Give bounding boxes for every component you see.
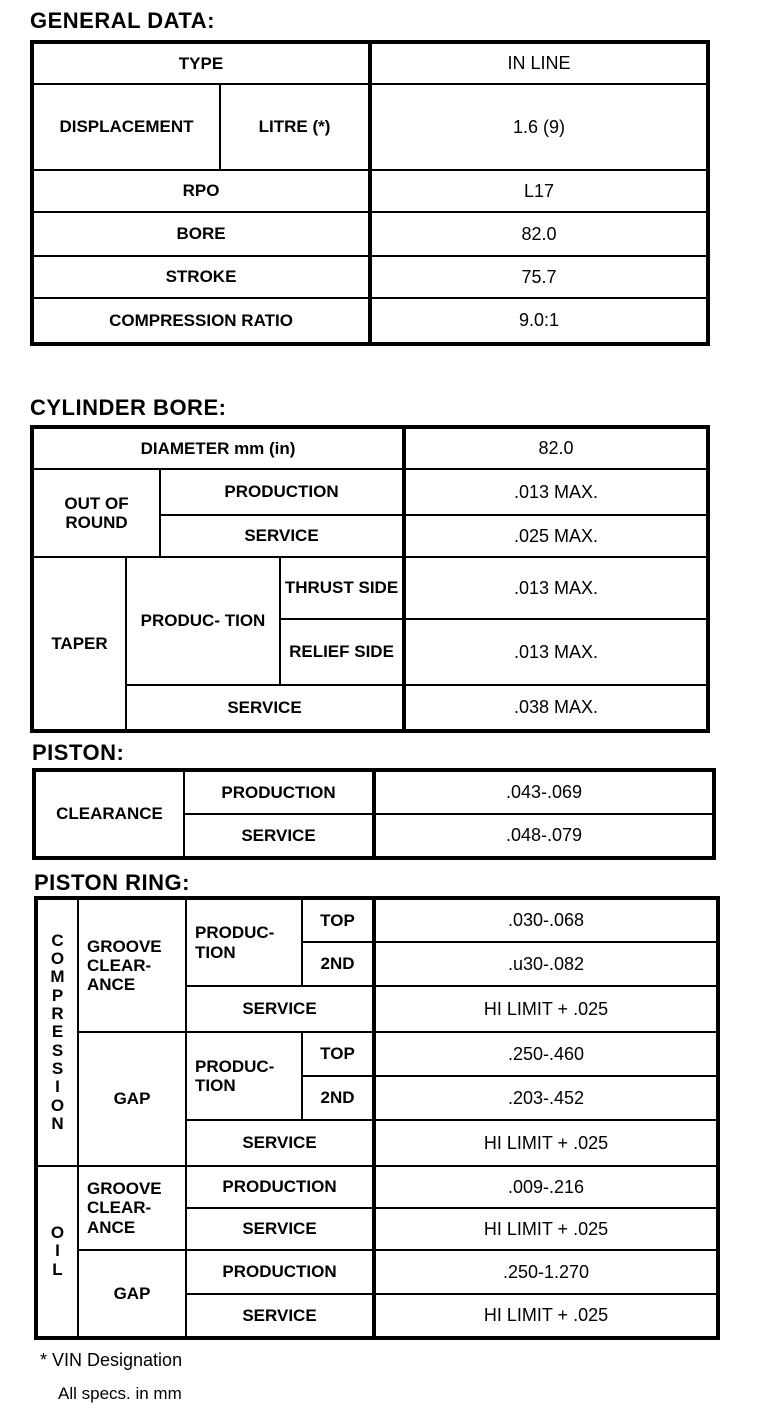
comp-gap-production-label: PRODUC- TION xyxy=(186,1032,302,1120)
thrust-side-label: THRUST SIDE xyxy=(280,557,404,619)
piston-production-label: PRODUCTION xyxy=(184,770,374,814)
taper-service-value: .038 MAX. xyxy=(404,685,708,731)
oil-groove-clearance-label: GROOVE CLEAR- ANCE xyxy=(78,1166,186,1250)
type-value: IN LINE xyxy=(370,42,708,84)
table-row xyxy=(36,898,718,942)
thrust-side-value: .013 MAX. xyxy=(404,557,708,619)
taper-production-label: PRODUC- TION xyxy=(126,557,280,685)
table-row xyxy=(32,557,708,619)
bore-value: 82.0 xyxy=(370,212,708,256)
table-row xyxy=(32,170,708,212)
taper-service-label: SERVICE xyxy=(126,685,404,731)
comp-groove-top-label: TOP xyxy=(302,898,374,942)
oil-letter: I xyxy=(55,1241,60,1261)
clearance-label: CLEARANCE xyxy=(34,770,184,858)
piston-production-value: .043-.069 xyxy=(374,770,714,814)
compression-vertical-label xyxy=(36,898,78,1166)
litre-label: LITRE (*) xyxy=(220,84,370,170)
oil-gap-label: GAP xyxy=(78,1250,186,1338)
piston-service-label: SERVICE xyxy=(184,814,374,858)
relief-side-value: .013 MAX. xyxy=(404,619,708,685)
piston-heading: PISTON: xyxy=(32,740,125,765)
oil-groove-production-value: .009-.216 xyxy=(374,1166,718,1208)
oor-production-value: .013 MAX. xyxy=(404,469,708,515)
oil-vertical-label xyxy=(36,1166,78,1338)
compression-letter: S xyxy=(51,1059,64,1079)
type-label: TYPE xyxy=(32,42,370,84)
comp-gap-2nd-label: 2ND xyxy=(302,1076,374,1120)
table-row xyxy=(32,212,708,256)
diameter-value: 82.0 xyxy=(404,427,708,469)
cylinder-bore-heading: CYLINDER BORE: xyxy=(30,395,227,420)
table-row xyxy=(32,685,708,731)
compression-letter: E xyxy=(51,1022,64,1042)
oor-production-label: PRODUCTION xyxy=(160,469,404,515)
piston-ring-table xyxy=(34,896,720,1340)
oil-groove-service-value: HI LIMIT + .025 xyxy=(374,1208,718,1250)
displacement-value: 1.6 (9) xyxy=(370,84,708,170)
diameter-label: DIAMETER mm (in) xyxy=(32,427,404,469)
stroke-label: STROKE xyxy=(32,256,370,298)
stroke-value: 75.7 xyxy=(370,256,708,298)
relief-side-label: RELIEF SIDE xyxy=(280,619,404,685)
piston-ring-heading: PISTON RING: xyxy=(34,870,190,895)
displacement-label: DISPLACEMENT xyxy=(32,84,220,170)
table-row xyxy=(36,1250,718,1294)
compression-letter: P xyxy=(51,985,64,1005)
rpo-value: L17 xyxy=(370,170,708,212)
compression-letter: O xyxy=(50,1095,65,1115)
compression-letter: O xyxy=(50,948,65,968)
out-of-round-label: OUT OF ROUND xyxy=(32,469,160,557)
general-data-table xyxy=(30,40,710,346)
comp-gap-top-label: TOP xyxy=(302,1032,374,1076)
comp-groove-service-label: SERVICE xyxy=(186,986,374,1032)
table-row xyxy=(32,469,708,515)
table-row xyxy=(32,42,708,84)
cylinder-bore-table xyxy=(30,425,710,733)
comp-gap-top-value: .250-.460 xyxy=(374,1032,718,1076)
table-row xyxy=(32,256,708,298)
comp-gap-service-label: SERVICE xyxy=(186,1120,374,1166)
oil-gap-production-label: PRODUCTION xyxy=(186,1250,374,1294)
comp-groove-production-label: PRODUC- TION xyxy=(186,898,302,986)
comp-gap-2nd-value: .203-.452 xyxy=(374,1076,718,1120)
comp-groove-2nd-value: .u30-.082 xyxy=(374,942,718,986)
compression-ratio-value: 9.0:1 xyxy=(370,298,708,344)
compression-letter: S xyxy=(51,1040,64,1060)
table-row xyxy=(32,84,708,170)
table-row xyxy=(36,1166,718,1208)
comp-groove-clearance-label: GROOVE CLEAR- ANCE xyxy=(78,898,186,1032)
table-row xyxy=(32,427,708,469)
oil-gap-service-value: HI LIMIT + .025 xyxy=(374,1294,718,1338)
table-row xyxy=(32,298,708,344)
piston-table xyxy=(32,768,716,860)
table-row xyxy=(34,770,714,814)
units-footnote: All specs. in mm xyxy=(58,1384,182,1403)
oil-letter: O xyxy=(50,1222,65,1242)
general-data-heading: GENERAL DATA: xyxy=(30,8,215,33)
taper-label: TAPER xyxy=(32,557,126,731)
oor-service-label: SERVICE xyxy=(160,515,404,557)
bore-label: BORE xyxy=(32,212,370,256)
oil-letter: L xyxy=(52,1259,63,1279)
oil-gap-service-label: SERVICE xyxy=(186,1294,374,1338)
comp-gap-service-value: HI LIMIT + .025 xyxy=(374,1120,718,1166)
table-row xyxy=(36,1032,718,1076)
rpo-label: RPO xyxy=(32,170,370,212)
oil-gap-production-value: .250-1.270 xyxy=(374,1250,718,1294)
compression-letter: C xyxy=(51,930,64,950)
oor-service-value: .025 MAX. xyxy=(404,515,708,557)
oil-groove-production-label: PRODUCTION xyxy=(186,1166,374,1208)
vin-footnote: * VIN Designation xyxy=(40,1350,183,1370)
compression-letter: N xyxy=(51,1114,64,1134)
comp-gap-label: GAP xyxy=(78,1032,186,1166)
oil-groove-service-label: SERVICE xyxy=(186,1208,374,1250)
comp-groove-2nd-label: 2ND xyxy=(302,942,374,986)
compression-ratio-label: COMPRESSION RATIO xyxy=(32,298,370,344)
compression-letter: R xyxy=(51,1003,64,1023)
piston-service-value: .048-.079 xyxy=(374,814,714,858)
comp-groove-top-value: .030-.068 xyxy=(374,898,718,942)
compression-letter: I xyxy=(55,1077,60,1097)
comp-groove-service-value: HI LIMIT + .025 xyxy=(374,986,718,1032)
compression-letter: M xyxy=(50,967,65,987)
